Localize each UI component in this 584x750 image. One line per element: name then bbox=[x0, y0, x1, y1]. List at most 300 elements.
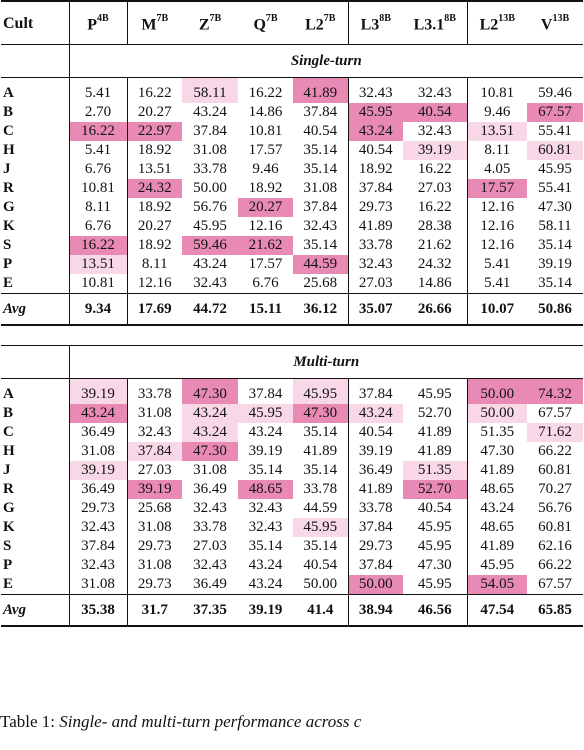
score-cell: 47.30 bbox=[467, 442, 527, 461]
table-row bbox=[1, 236, 583, 255]
model-name: Z bbox=[198, 16, 210, 34]
score-cell: 67.57 bbox=[538, 576, 572, 592]
score-cell: 31.08 bbox=[127, 404, 182, 423]
score-cell: 67.57 bbox=[538, 405, 572, 421]
score-cell: 21.62 bbox=[238, 236, 293, 255]
score-cell: 41.89 bbox=[348, 217, 403, 236]
cult-label: C bbox=[3, 123, 14, 139]
score-cell: 39.19 bbox=[69, 379, 127, 405]
score-cell: 33.78 bbox=[127, 379, 182, 405]
score-cell: 10.81 bbox=[69, 274, 127, 294]
score-cell: 14.86 bbox=[417, 275, 452, 291]
model-column-header bbox=[348, 1, 403, 45]
model-column-header bbox=[238, 1, 293, 45]
table-row bbox=[1, 179, 583, 198]
score-cell: 18.92 bbox=[127, 236, 182, 255]
average-cell: 44.72 bbox=[182, 294, 238, 326]
table-row bbox=[1, 404, 583, 423]
score-cell: 44.59 bbox=[303, 500, 338, 516]
score-cell: 47.30 bbox=[417, 557, 452, 573]
score-cell: 45.95 bbox=[348, 103, 403, 122]
cult-label: J bbox=[3, 161, 11, 177]
score-cell: 60.81 bbox=[527, 141, 583, 160]
score-cell: 37.84 bbox=[348, 518, 403, 537]
score-cell: 55.41 bbox=[538, 180, 572, 196]
cult-label: C bbox=[3, 424, 14, 440]
score-cell: 62.16 bbox=[538, 538, 572, 554]
score-cell: 32.43 bbox=[403, 78, 467, 104]
score-cell: 32.43 bbox=[348, 78, 403, 104]
score-cell: 32.43 bbox=[248, 500, 283, 516]
score-cell: 33.78 bbox=[193, 519, 227, 535]
table-row bbox=[1, 122, 583, 141]
table-row bbox=[1, 442, 583, 461]
section-spacer bbox=[1, 325, 583, 346]
score-cell: 12.16 bbox=[467, 236, 527, 255]
cult-label: R bbox=[3, 481, 14, 497]
model-column-header bbox=[527, 1, 583, 45]
average-label: Avg bbox=[1, 294, 69, 326]
score-cell: 37.84 bbox=[127, 442, 182, 461]
model-column-header bbox=[293, 1, 348, 45]
average-label: Avg bbox=[1, 595, 69, 627]
score-cell: 2.70 bbox=[69, 103, 127, 122]
score-cell: 20.27 bbox=[127, 217, 182, 236]
model-size: 4B bbox=[97, 13, 109, 25]
model-size: 13B bbox=[498, 13, 515, 25]
score-cell: 36.49 bbox=[348, 461, 403, 480]
score-cell: 29.73 bbox=[348, 198, 403, 217]
score-cell: 31.08 bbox=[69, 575, 127, 595]
score-cell: 9.46 bbox=[252, 161, 279, 177]
score-cell: 24.32 bbox=[127, 179, 182, 198]
model-size: 8B bbox=[444, 13, 456, 25]
score-cell: 44.59 bbox=[293, 255, 348, 274]
score-cell: 45.95 bbox=[293, 379, 348, 405]
average-cell: 37.35 bbox=[182, 595, 238, 627]
score-cell: 40.54 bbox=[403, 103, 467, 122]
score-cell: 16.22 bbox=[417, 161, 452, 177]
score-cell: 43.24 bbox=[467, 499, 527, 518]
cult-label: B bbox=[3, 405, 14, 421]
score-cell: 52.70 bbox=[403, 480, 467, 499]
score-cell: 47.30 bbox=[293, 404, 348, 423]
score-cell: 29.73 bbox=[348, 537, 403, 556]
score-cell: 33.78 bbox=[303, 481, 338, 497]
score-cell: 16.22 bbox=[127, 78, 182, 104]
model-name: P bbox=[87, 16, 98, 34]
score-cell: 29.73 bbox=[127, 537, 182, 556]
score-cell: 60.81 bbox=[538, 462, 572, 478]
score-cell: 22.97 bbox=[127, 122, 182, 141]
average-cell: 35.38 bbox=[69, 595, 127, 627]
average-cell: 17.69 bbox=[127, 294, 182, 326]
score-cell: 67.57 bbox=[527, 103, 583, 122]
average-cell: 47.54 bbox=[467, 595, 527, 627]
table-row bbox=[1, 160, 583, 179]
score-cell: 12.16 bbox=[467, 198, 527, 217]
score-cell: 71.62 bbox=[527, 423, 583, 442]
score-cell: 6.76 bbox=[252, 275, 279, 291]
cult-label: A bbox=[1, 379, 69, 405]
score-cell: 48.65 bbox=[467, 480, 527, 499]
score-cell: 13.51 bbox=[467, 122, 527, 141]
score-cell: 66.22 bbox=[538, 557, 572, 573]
score-cell: 51.35 bbox=[467, 423, 527, 442]
score-cell: 36.49 bbox=[69, 423, 127, 442]
cult-label: R bbox=[3, 180, 14, 196]
score-cell: 66.22 bbox=[538, 443, 572, 459]
average-row bbox=[1, 595, 583, 627]
score-cell: 32.43 bbox=[193, 500, 227, 516]
cult-column-header: Cult bbox=[1, 1, 69, 45]
model-column-header bbox=[403, 1, 467, 45]
average-cell: 9.34 bbox=[69, 294, 127, 326]
score-cell: 31.08 bbox=[193, 142, 227, 158]
model-column-header bbox=[467, 1, 527, 45]
score-cell: 14.86 bbox=[248, 104, 283, 120]
score-cell: 10.81 bbox=[69, 179, 127, 198]
model-size: 7B bbox=[156, 13, 169, 25]
model-column-header bbox=[182, 1, 238, 45]
score-cell: 32.43 bbox=[348, 255, 403, 274]
model-size: 13B bbox=[552, 13, 570, 25]
average-cell: 46.56 bbox=[403, 595, 467, 627]
score-cell: 27.03 bbox=[193, 538, 227, 554]
score-cell: 58.11 bbox=[182, 78, 238, 104]
cult-label: G bbox=[3, 199, 15, 215]
score-cell: 31.08 bbox=[303, 180, 338, 196]
header-row bbox=[1, 1, 583, 45]
score-cell: 18.92 bbox=[248, 180, 283, 196]
table-row bbox=[1, 78, 583, 104]
score-cell: 43.24 bbox=[248, 424, 283, 440]
score-cell: 18.92 bbox=[127, 198, 182, 217]
score-cell: 16.22 bbox=[69, 236, 127, 255]
cult-label: H bbox=[3, 443, 15, 459]
score-cell: 35.14 bbox=[303, 538, 338, 554]
spacer-cell bbox=[1, 325, 583, 346]
score-cell: 6.76 bbox=[69, 217, 127, 236]
score-cell: 31.08 bbox=[193, 462, 227, 478]
score-cell: 8.11 bbox=[69, 198, 127, 217]
table-row bbox=[1, 537, 583, 556]
average-cell: 15.11 bbox=[238, 294, 293, 326]
score-cell: 37.84 bbox=[348, 379, 403, 405]
score-cell: 54.05 bbox=[467, 575, 527, 595]
score-cell: 10.81 bbox=[467, 78, 527, 104]
score-cell: 16.22 bbox=[238, 78, 293, 104]
average-cell: 31.7 bbox=[127, 595, 182, 627]
score-cell: 43.24 bbox=[69, 404, 127, 423]
score-cell: 25.68 bbox=[303, 275, 338, 291]
model-name: V bbox=[540, 16, 553, 34]
score-cell: 29.73 bbox=[69, 499, 127, 518]
score-cell: 43.24 bbox=[348, 122, 403, 141]
score-cell: 43.24 bbox=[182, 423, 238, 442]
score-cell: 8.11 bbox=[467, 141, 527, 160]
model-column-header bbox=[69, 1, 127, 45]
cult-label: P bbox=[3, 256, 13, 272]
score-cell: 6.76 bbox=[69, 160, 127, 179]
score-cell: 55.41 bbox=[538, 123, 572, 139]
section-blank-cell bbox=[1, 346, 69, 379]
score-cell: 35.14 bbox=[248, 538, 283, 554]
score-cell: 50.00 bbox=[467, 404, 527, 423]
cult-label: H bbox=[3, 142, 15, 158]
score-cell: 47.30 bbox=[538, 199, 572, 215]
score-cell: 35.14 bbox=[303, 161, 338, 177]
score-cell: 35.14 bbox=[303, 462, 338, 478]
score-cell: 31.08 bbox=[69, 442, 127, 461]
average-cell: 65.85 bbox=[527, 595, 583, 627]
average-cell: 50.86 bbox=[527, 294, 583, 326]
score-cell: 51.35 bbox=[403, 461, 467, 480]
table-row bbox=[1, 255, 583, 274]
score-cell: 40.54 bbox=[348, 423, 403, 442]
score-cell: 40.54 bbox=[348, 141, 403, 160]
score-cell: 45.95 bbox=[238, 404, 293, 423]
model-size: 7B bbox=[323, 13, 336, 25]
score-cell: 50.00 bbox=[303, 576, 338, 592]
score-cell: 5.41 bbox=[69, 141, 127, 160]
score-cell: 48.65 bbox=[238, 480, 293, 499]
section-blank-cell bbox=[1, 45, 69, 78]
score-cell: 39.19 bbox=[538, 256, 572, 272]
score-cell: 12.16 bbox=[248, 218, 283, 234]
score-cell: 31.08 bbox=[127, 518, 182, 537]
score-cell: 35.14 bbox=[538, 237, 572, 253]
score-cell: 29.73 bbox=[127, 575, 182, 595]
average-cell: 35.07 bbox=[348, 294, 403, 326]
cult-label: J bbox=[3, 462, 11, 478]
score-cell: 21.62 bbox=[417, 237, 452, 253]
score-cell: 36.49 bbox=[193, 576, 227, 592]
table-row bbox=[1, 103, 583, 122]
average-row bbox=[1, 294, 583, 326]
score-cell: 33.78 bbox=[348, 236, 403, 255]
section-title-row bbox=[1, 346, 583, 379]
score-cell: 32.43 bbox=[69, 556, 127, 575]
table-row bbox=[1, 423, 583, 442]
model-name: L3.1 bbox=[413, 16, 445, 34]
score-cell: 36.49 bbox=[193, 481, 227, 497]
average-cell: 36.12 bbox=[293, 294, 348, 326]
score-cell: 35.14 bbox=[303, 142, 338, 158]
cult-label: K bbox=[3, 218, 15, 234]
score-cell: 32.43 bbox=[303, 218, 338, 234]
score-cell: 41.89 bbox=[293, 78, 348, 104]
score-cell: 37.84 bbox=[303, 104, 338, 120]
score-cell: 5.41 bbox=[467, 255, 527, 274]
table-row bbox=[1, 461, 583, 480]
score-cell: 32.43 bbox=[69, 518, 127, 537]
score-cell: 56.76 bbox=[193, 199, 227, 215]
cult-label: S bbox=[3, 237, 12, 253]
score-cell: 25.68 bbox=[127, 499, 182, 518]
caption-lead: Table 1: bbox=[0, 712, 60, 731]
table-row bbox=[1, 480, 583, 499]
cult-label: A bbox=[1, 78, 69, 104]
score-cell: 16.22 bbox=[69, 122, 127, 141]
score-cell: 52.70 bbox=[417, 405, 452, 421]
cult-label: P bbox=[3, 557, 13, 573]
score-cell: 41.89 bbox=[348, 480, 403, 499]
score-cell: 18.92 bbox=[348, 160, 403, 179]
score-cell: 18.92 bbox=[127, 141, 182, 160]
score-cell: 37.84 bbox=[238, 379, 293, 405]
score-cell: 5.41 bbox=[69, 78, 127, 104]
score-cell: 35.14 bbox=[248, 462, 283, 478]
score-cell: 39.19 bbox=[248, 443, 283, 459]
score-cell: 31.08 bbox=[127, 556, 182, 575]
average-cell: 39.19 bbox=[238, 595, 293, 627]
score-cell: 13.51 bbox=[69, 255, 127, 274]
caption-text: Single- and multi-turn performance across c bbox=[59, 712, 362, 731]
score-cell: 32.43 bbox=[193, 275, 227, 291]
table-row bbox=[1, 141, 583, 160]
score-cell: 17.57 bbox=[248, 256, 283, 272]
table-row bbox=[1, 575, 583, 595]
cult-label: G bbox=[3, 500, 15, 516]
average-cell: 38.94 bbox=[348, 595, 403, 627]
score-cell: 32.43 bbox=[193, 557, 227, 573]
model-name: L3 bbox=[360, 16, 380, 34]
score-cell: 74.32 bbox=[527, 379, 583, 405]
score-cell: 41.89 bbox=[303, 443, 338, 459]
score-cell: 28.38 bbox=[417, 218, 452, 234]
cult-label: E bbox=[3, 275, 14, 291]
score-cell: 17.57 bbox=[248, 142, 283, 158]
model-size: 7B bbox=[265, 13, 278, 25]
score-cell: 20.27 bbox=[238, 198, 293, 217]
score-cell: 43.24 bbox=[248, 557, 283, 573]
score-cell: 9.46 bbox=[467, 103, 527, 122]
score-cell: 45.95 bbox=[293, 518, 348, 537]
score-cell: 40.54 bbox=[417, 500, 452, 516]
score-cell: 20.27 bbox=[127, 103, 182, 122]
score-cell: 24.32 bbox=[417, 256, 452, 272]
model-name: M bbox=[141, 16, 157, 34]
results-table bbox=[1, 0, 583, 627]
score-cell: 4.05 bbox=[467, 160, 527, 179]
score-cell: 41.89 bbox=[467, 461, 527, 480]
table-row bbox=[1, 556, 583, 575]
score-cell: 12.16 bbox=[467, 217, 527, 236]
model-name: L2 bbox=[479, 16, 499, 34]
score-cell: 10.81 bbox=[248, 123, 283, 139]
section-title: Multi-turn bbox=[69, 346, 583, 379]
score-cell: 50.00 bbox=[467, 379, 527, 405]
score-cell: 43.24 bbox=[182, 404, 238, 423]
score-cell: 8.11 bbox=[127, 255, 182, 274]
table-row bbox=[1, 198, 583, 217]
score-cell: 5.41 bbox=[467, 274, 527, 294]
score-cell: 32.43 bbox=[417, 123, 452, 139]
model-size: 8B bbox=[379, 13, 391, 25]
table-row bbox=[1, 499, 583, 518]
score-cell: 35.14 bbox=[303, 424, 338, 440]
score-cell: 33.78 bbox=[348, 499, 403, 518]
score-cell: 33.78 bbox=[193, 161, 227, 177]
score-cell: 37.84 bbox=[69, 537, 127, 556]
score-cell: 45.95 bbox=[193, 218, 227, 234]
score-cell: 43.24 bbox=[193, 256, 227, 272]
score-cell: 39.19 bbox=[403, 141, 467, 160]
table-row bbox=[1, 379, 583, 405]
score-cell: 41.89 bbox=[417, 443, 452, 459]
score-cell: 13.51 bbox=[127, 160, 182, 179]
score-cell: 47.30 bbox=[182, 442, 238, 461]
cult-label: B bbox=[3, 104, 14, 120]
score-cell: 56.76 bbox=[538, 500, 572, 516]
score-cell: 35.14 bbox=[303, 237, 338, 253]
average-cell: 26.66 bbox=[403, 294, 467, 326]
score-cell: 58.11 bbox=[538, 218, 572, 234]
table-caption bbox=[0, 712, 361, 732]
model-name: Q bbox=[253, 16, 266, 34]
score-cell: 41.89 bbox=[417, 424, 452, 440]
score-cell: 37.84 bbox=[193, 123, 227, 139]
table-row bbox=[1, 217, 583, 236]
score-cell: 59.46 bbox=[527, 78, 583, 104]
score-cell: 47.30 bbox=[182, 379, 238, 405]
score-cell: 45.95 bbox=[417, 519, 452, 535]
score-cell: 32.43 bbox=[248, 519, 283, 535]
score-cell: 45.95 bbox=[417, 538, 452, 554]
table-row bbox=[1, 518, 583, 537]
model-column-header bbox=[127, 1, 182, 45]
score-cell: 17.57 bbox=[467, 179, 527, 198]
score-cell: 50.00 bbox=[348, 575, 403, 595]
score-cell: 39.19 bbox=[127, 480, 182, 499]
section-title: Single-turn bbox=[69, 45, 583, 78]
score-cell: 59.46 bbox=[182, 236, 238, 255]
score-cell: 27.03 bbox=[417, 180, 452, 196]
score-cell: 37.84 bbox=[348, 556, 403, 575]
score-cell: 35.14 bbox=[538, 275, 572, 291]
average-cell: 41.4 bbox=[293, 595, 348, 627]
score-cell: 41.89 bbox=[467, 537, 527, 556]
score-cell: 60.81 bbox=[538, 519, 572, 535]
model-size: 7B bbox=[209, 13, 222, 25]
score-cell: 43.24 bbox=[348, 404, 403, 423]
score-cell: 48.65 bbox=[467, 518, 527, 537]
score-cell: 45.95 bbox=[538, 161, 572, 177]
score-cell: 45.95 bbox=[403, 379, 467, 405]
cult-label: E bbox=[3, 576, 14, 592]
score-cell: 27.03 bbox=[127, 461, 182, 480]
model-name: L2 bbox=[305, 16, 324, 34]
cult-label: S bbox=[3, 538, 12, 554]
average-cell: 10.07 bbox=[467, 294, 527, 326]
score-cell: 70.27 bbox=[538, 481, 572, 497]
section-title-row bbox=[1, 45, 583, 78]
score-cell: 39.19 bbox=[69, 461, 127, 480]
score-cell: 16.22 bbox=[417, 199, 452, 215]
score-cell: 40.54 bbox=[303, 123, 338, 139]
score-cell: 45.95 bbox=[417, 576, 452, 592]
score-cell: 40.54 bbox=[303, 557, 338, 573]
score-cell: 32.43 bbox=[127, 423, 182, 442]
score-cell: 50.00 bbox=[193, 180, 227, 196]
score-cell: 43.24 bbox=[193, 104, 227, 120]
score-cell: 36.49 bbox=[69, 480, 127, 499]
score-cell: 43.24 bbox=[248, 576, 283, 592]
score-cell: 45.95 bbox=[467, 556, 527, 575]
cult-label: K bbox=[3, 519, 15, 535]
table-row bbox=[1, 274, 583, 294]
